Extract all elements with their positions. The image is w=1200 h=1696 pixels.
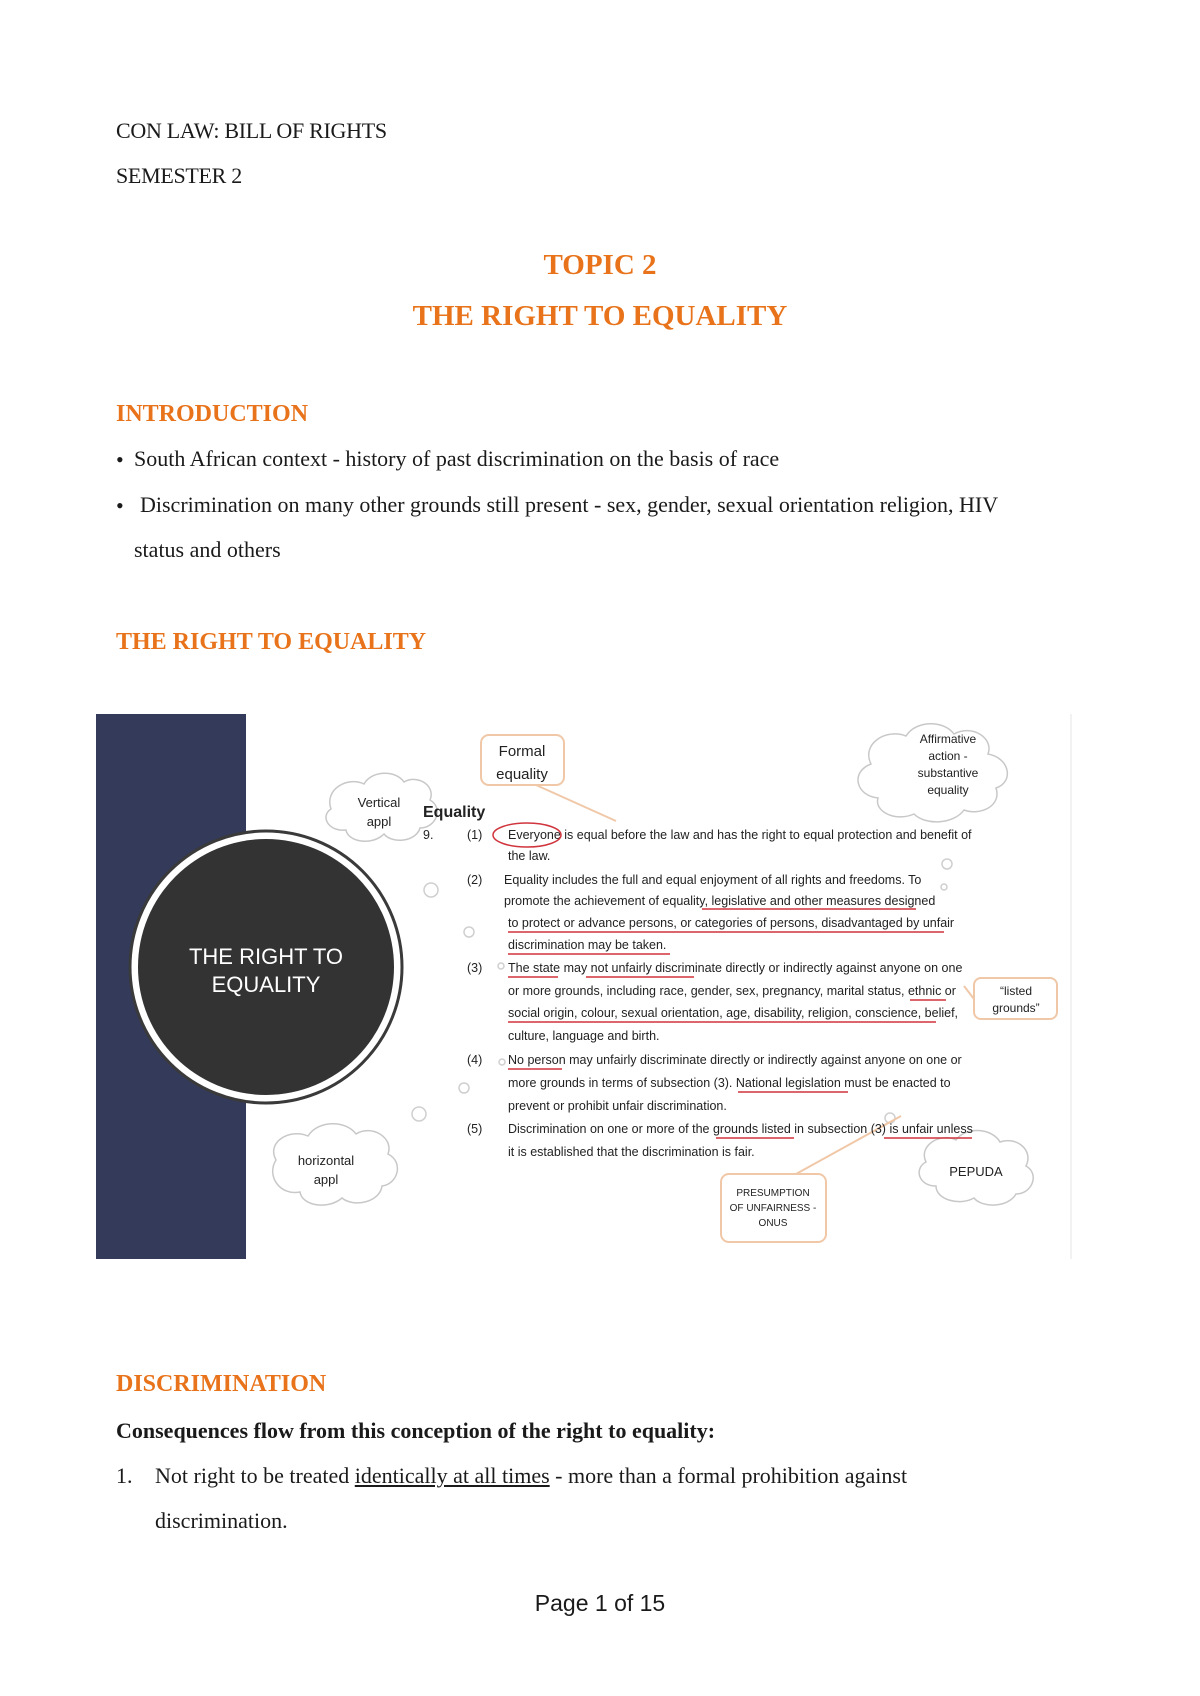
cloud-pepuda-label: PEPUDA (949, 1164, 1003, 1179)
cloud-horizontal-line-1: horizontal (297, 1153, 355, 1168)
intro-bullet-1: South African context - history of past discrimination on the basis of race (134, 446, 780, 471)
clause-line: Discrimination on one or more of the grounds listed in subsection (3) is unfair unless (508, 1122, 973, 1136)
clause-line: discrimination may be taken. (508, 938, 667, 952)
list-item-1-continued: discrimination. (155, 1508, 288, 1533)
cloud-affirmative-line-4: equality (927, 783, 969, 797)
cloud-vertical-line-2: appl (366, 814, 392, 829)
callout-presumption-line-3: ONUS (758, 1218, 788, 1229)
clause-line: it is established that the discrimination is fair. (508, 1145, 755, 1159)
footer-of-label: of (614, 1590, 634, 1616)
discrimination-heading: DISCRIMINATION (116, 1371, 327, 1397)
thought-bubble (499, 1059, 505, 1065)
circle-title-line-2: EQUALITY (211, 972, 321, 997)
course-header: CON LAW: BILL OF RIGHTS (116, 118, 387, 143)
cloud-vertical-line-1: Vertical (357, 795, 401, 810)
callout-formal-line-2: equality (496, 766, 548, 783)
callout-presumption-line-2: OF UNFAIRNESS - (729, 1203, 817, 1214)
thought-bubble (424, 883, 438, 897)
intro-bullet-2: Discrimination on many other grounds still present - sex, gender, sexual orientation religion, HIV (140, 492, 999, 517)
cloud-affirmative-line-2: action - (928, 749, 968, 763)
clause-line: prevent or prohibit unfair discrimination. (508, 1099, 727, 1113)
clause-line: or more grounds, including race, gender, sex, pregnancy, marital status, ethnic or (508, 984, 956, 998)
thought-bubble (941, 884, 947, 890)
callout-listed-line-2: grounds” (992, 1001, 1040, 1015)
cloud-affirmative-line-1: Affirmative (919, 732, 977, 746)
footer-page-number: 1 (594, 1590, 608, 1616)
clause-line: social origin, colour, sexual orientation, age, disability, religion, conscience, belief, (508, 1006, 959, 1020)
thought-bubble (464, 927, 474, 937)
section-title-equality: Equality (423, 804, 486, 821)
equality-slide-image (96, 714, 1072, 1259)
clause-line: Everyone is equal before the law and has the right to equal protection and benefit of (508, 828, 972, 842)
semester-header: SEMESTER 2 (116, 163, 242, 188)
clause-4 (467, 1053, 962, 1113)
thought-bubble (412, 1107, 426, 1121)
clause-5 (467, 1122, 973, 1159)
clause-line: the law. (508, 849, 551, 863)
clause-line: Equality includes the full and equal enjoyment of all rights and freedoms. To (504, 873, 922, 887)
list-number-1: 1. (116, 1463, 133, 1488)
clause-2 (467, 873, 954, 952)
clause-line: The state may not unfairly discriminate directly or indirectly against anyone on one (508, 961, 963, 975)
clause-number: (2) (467, 873, 483, 887)
equality-heading: THE RIGHT TO EQUALITY (116, 629, 427, 655)
clause-line: promote the achievement of equality, legislative and other measures designed (504, 894, 936, 908)
clause-number: (5) (467, 1122, 483, 1136)
clause-number: (4) (467, 1053, 483, 1067)
clause-line: more grounds in terms of subsection (3). National legislation must be enacted to (508, 1076, 951, 1090)
callout-listed-line-1: “listed (999, 984, 1033, 998)
thought-bubble (459, 1083, 469, 1093)
cloud-affirmative-line-3: substantive (917, 766, 979, 780)
callout-formal-line-1: Formal (498, 743, 546, 760)
footer-page-label: Page (534, 1590, 589, 1616)
topic-title: TOPIC 2 (543, 249, 657, 281)
list-item-1-text-end: - more than a formal prohibition against (549, 1463, 908, 1488)
subject-title: THE RIGHT TO EQUALITY (412, 300, 788, 332)
bullet-marker: • (116, 447, 124, 472)
list-item-1 (155, 1453, 907, 1498)
clause-3 (467, 961, 962, 1043)
callout-presumption-line-1: PRESUMPTION (736, 1188, 810, 1199)
clause-line: to protect or advance persons, or categories of persons, disadvantaged by unfair (508, 916, 955, 930)
page-footer (0, 1590, 1200, 1617)
consequences-subheading: Consequences flow from this conception of the right to equality: (116, 1418, 716, 1443)
clause-number: (3) (467, 961, 483, 975)
list-item-1-underlined: identically at all times (354, 1463, 550, 1488)
list-item-1-text-start: Not right to be treated (155, 1463, 355, 1488)
clause-line: No person may unfairly discriminate directly or indirectly against anyone on one or (508, 1053, 962, 1067)
thought-bubble (942, 859, 952, 869)
cloud-horizontal-line-2: appl (313, 1172, 339, 1187)
footer-page-total: 15 (639, 1590, 666, 1616)
clause-line: culture, language and birth. (508, 1029, 660, 1043)
circle-title-line-1: THE RIGHT TO (188, 944, 344, 969)
bullet-marker: • (116, 493, 124, 518)
clause-number: (1) (467, 828, 483, 842)
thought-bubble (498, 963, 504, 969)
introduction-heading: INTRODUCTION (116, 401, 309, 427)
section-number: 9. (423, 828, 434, 842)
intro-bullet-2-continued: status and others (134, 537, 281, 562)
